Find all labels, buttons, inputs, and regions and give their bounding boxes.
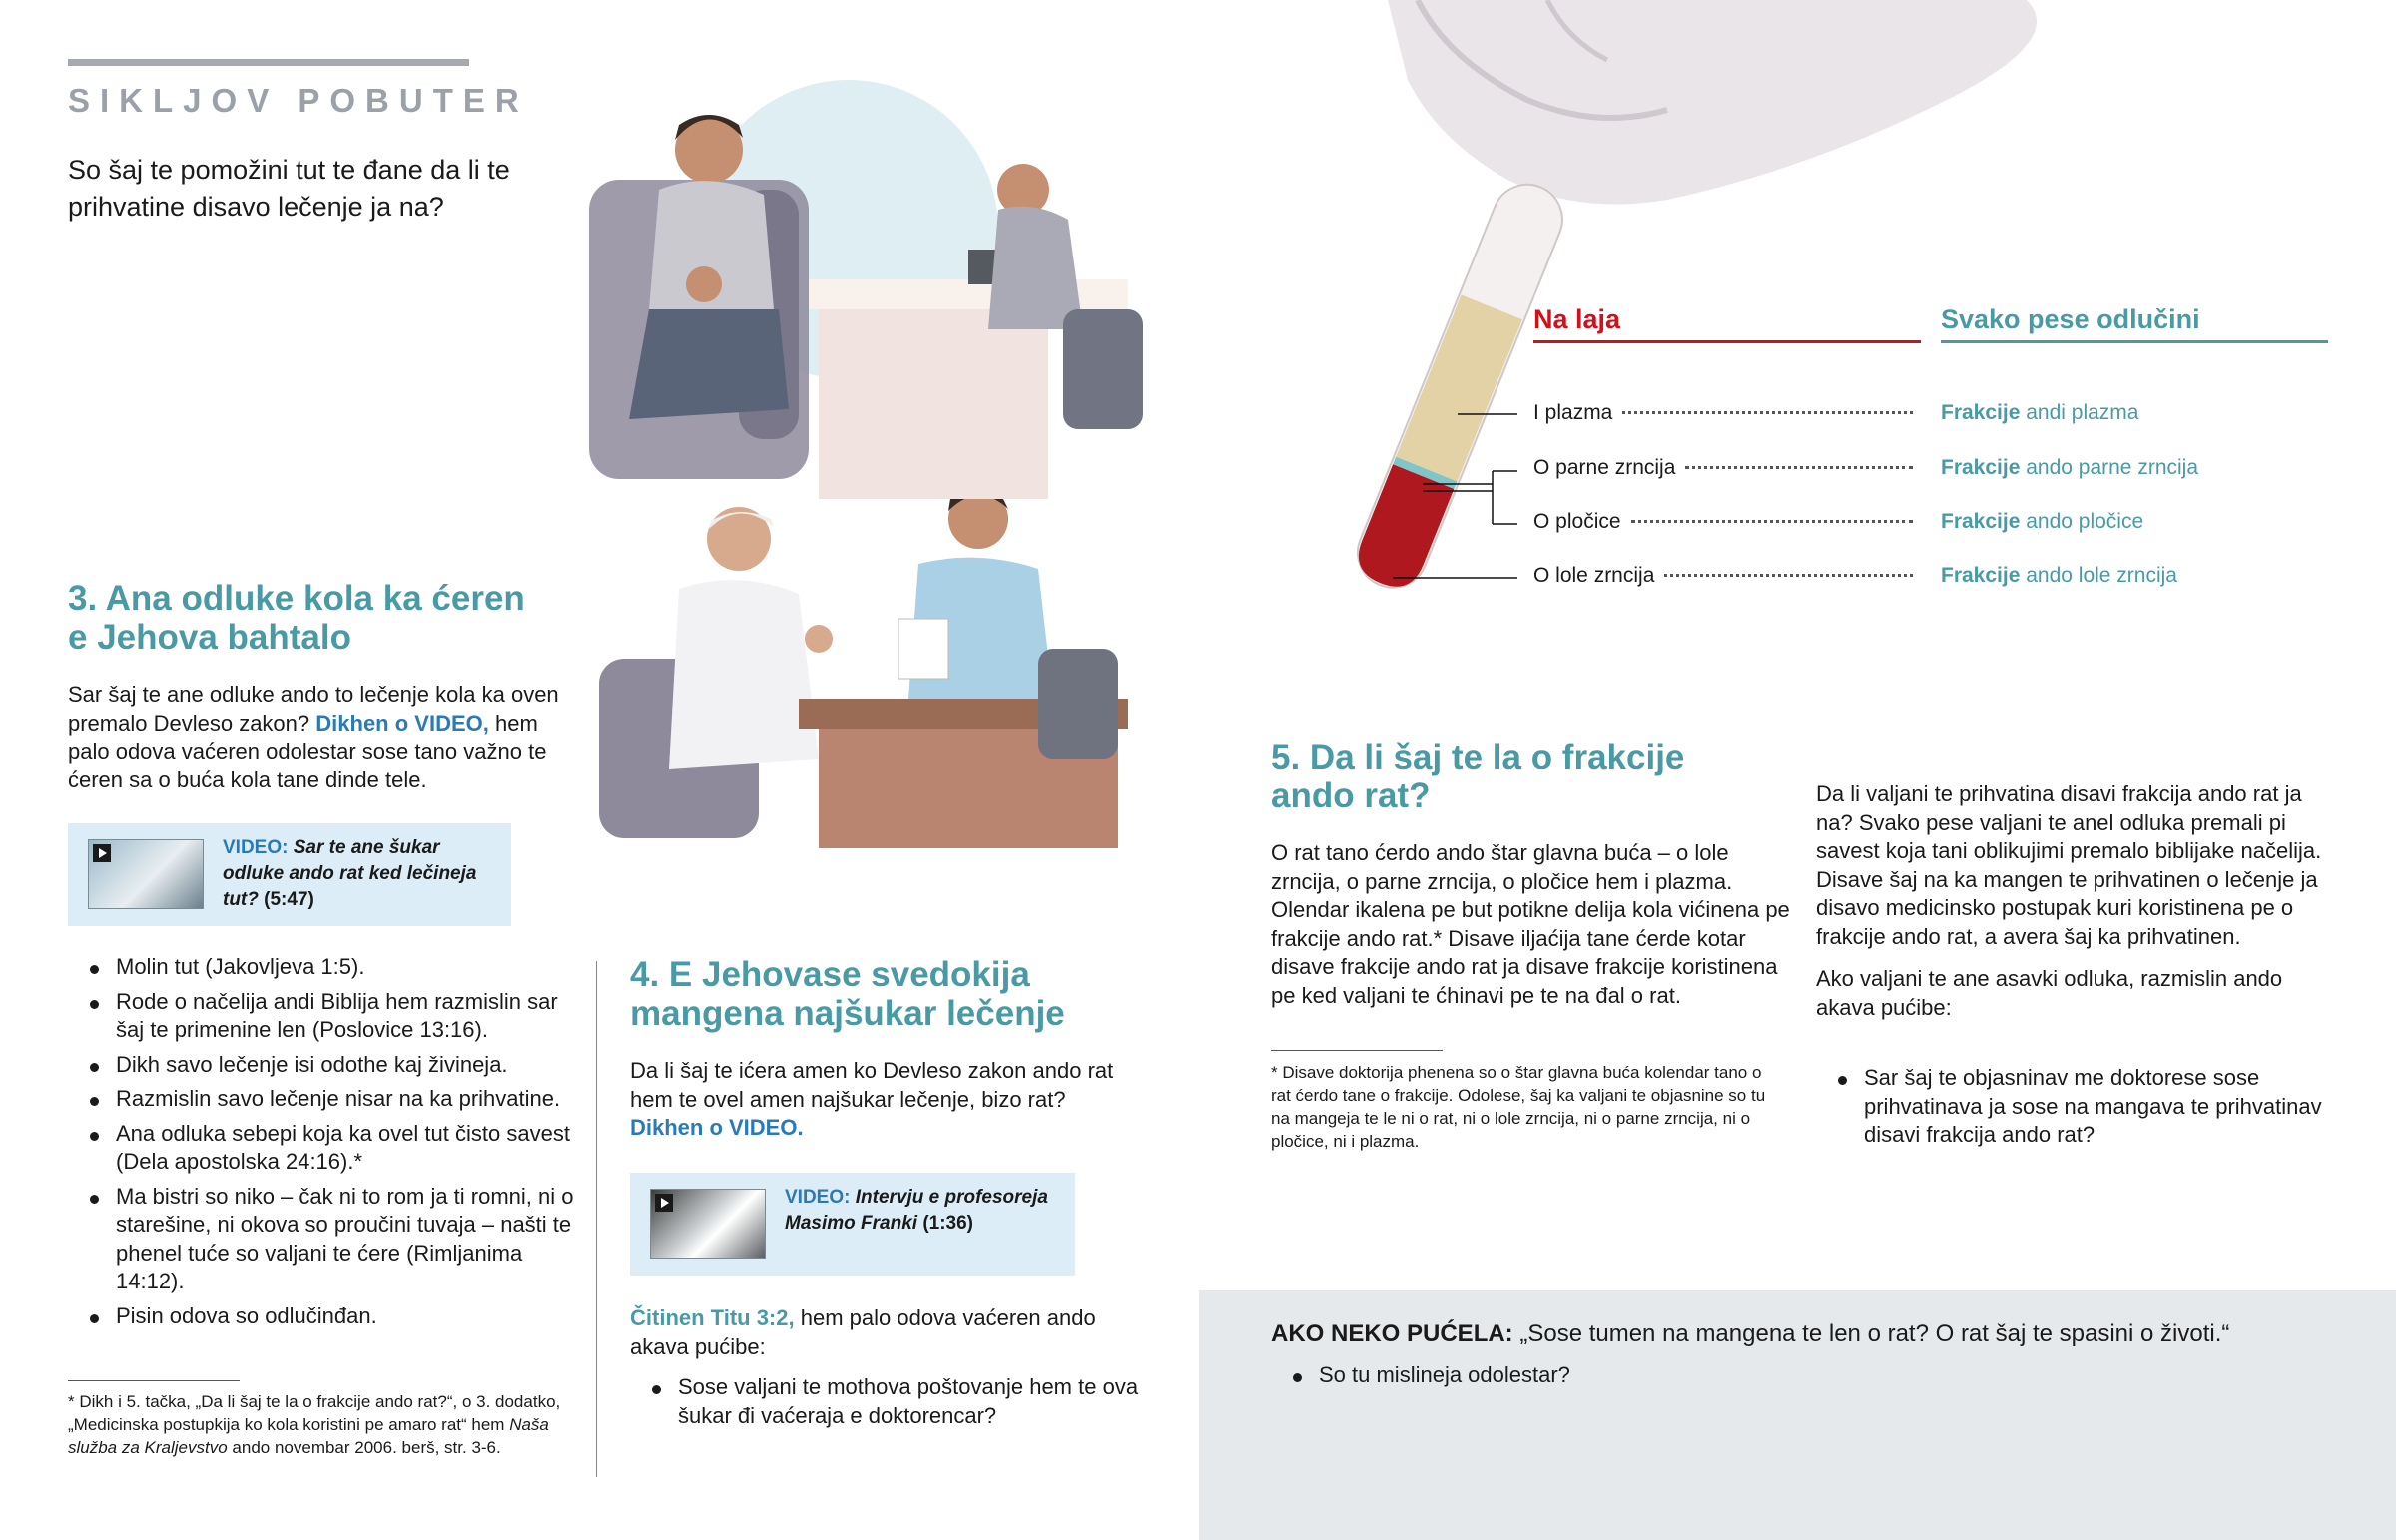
- fraction-row: Frakcije andi plazma: [1941, 401, 2139, 424]
- teal-underline: [1941, 340, 2328, 343]
- section-3-footnote: * Dikh i 5. tačka, „Da li šaj te la o frakcije ando rat?“, o 3. dodatko, „Medicinska postupkija ko kola koristini pe amaro rat“ hem Naša služba za Kraljevstvo ando novembar 2006. berš, str. 3-6.: [68, 1392, 561, 1457]
- video-caption: [785, 1185, 1064, 1237]
- play-icon: [655, 1194, 673, 1212]
- section-4-questions: [630, 1373, 1149, 1436]
- footnote-divider: [68, 1380, 240, 1381]
- watch-video-link[interactable]: Dikhen o VIDEO,: [315, 710, 489, 736]
- section-3-text: Sar šaj te ane odluke ando to lečenje kola ka oven premalo Devleso zakon?: [68, 682, 559, 736]
- video-duration: (5:47): [264, 889, 314, 910]
- top-rule: [68, 59, 469, 66]
- ask-panel-quote: „Sose tumen na mangena te len o rat? O rat šaj te spasini o životi.“: [1512, 1320, 2230, 1347]
- list-item: Ana odluka sebepi koja ka ovel tut čisto savest (Dela apostolska 24:16).*: [68, 1120, 587, 1177]
- ask-panel-prompt: [1271, 1317, 2349, 1351]
- video-label: VIDEO:: [785, 1187, 851, 1208]
- component-label: O pločice: [1533, 510, 1621, 533]
- red-underline: [1533, 340, 1921, 343]
- component-row: [1533, 564, 1913, 588]
- column-header-personal-decision: Svako pese odlučini: [1941, 304, 2200, 334]
- intro-question: So šaj te pomožini tut te đane da li te prihvatine disavo lečenje ja na?: [68, 155, 510, 222]
- ask-panel-questions: [1271, 1361, 2169, 1396]
- video-card-interview[interactable]: [630, 1173, 1075, 1276]
- section-5-questions: [1816, 1064, 2335, 1156]
- scripture-link[interactable]: Čitinen Titu 3:2,: [630, 1305, 795, 1330]
- video-duration: (1:36): [922, 1213, 974, 1234]
- component-row: [1533, 510, 1913, 534]
- fraction-row: Frakcije ando pločice: [1941, 510, 2144, 533]
- video-title[interactable]: Sar te ane šukar odluke ando rat ked lečineja tut?: [223, 837, 477, 910]
- section-5-paragraph: Ako valjani te ane asavki odluka, razmislin ando akava pućibe:: [1816, 966, 2283, 1020]
- component-label: O parne zrncija: [1533, 456, 1676, 479]
- section-3-checklist: [68, 953, 587, 1336]
- video-title[interactable]: Intervju e profesoreja Masimo Franki: [785, 1187, 1048, 1234]
- video-label: VIDEO:: [223, 837, 289, 858]
- scripture-reading: [630, 1304, 1139, 1361]
- dotted-leader: [1631, 520, 1913, 523]
- section-5-body: O rat tano ćerdo ando štar glavna buća – o lole zrncija, o parne zrncija, o pločice hem i plazma. Olendar ikalena pe but potikne delija kola vićinena pe frakcije ando rat.* Disave iljaćija tane ćerde kotar disave frakcije ando rat ja disave frakcije koristinena pe ked valjani te ćhinavi pe te na đal o rat.: [1271, 840, 1790, 1008]
- play-icon: [93, 844, 111, 862]
- dotted-leader: [1685, 466, 1913, 469]
- list-item: Razmislin savo lečenje nisar na ka prihvatine.: [68, 1085, 587, 1114]
- component-label: O lole zrncija: [1533, 564, 1655, 587]
- dotted-leader: [1664, 574, 1913, 577]
- footnote-divider: [1271, 1050, 1443, 1051]
- doctor-consultation-illustration: [599, 499, 1138, 848]
- dotted-leader: [1622, 411, 1913, 414]
- section-5-heading: 5. Da li šaj te la o frakcije ando rat?: [1271, 738, 1685, 815]
- list-item: Sar šaj te objasninav me doktorese sose prihvatinava ja sose na mangava te prihvatinav disavi frakcija ando rat?: [1816, 1064, 2335, 1150]
- section-3-text-after: hem palo odova vaćeren odolestar sose tano važno te ćeren sa o buća kola tane dinde tele.: [68, 710, 547, 792]
- list-item: Rode o načelija andi Biblija hem razmislin sar šaj te primenine len (Poslovice 13:16).: [68, 988, 587, 1045]
- list-item: Dikh savo lečenje isi odothe kaj živineja.: [68, 1051, 587, 1080]
- watch-video-link[interactable]: Dikhen o VIDEO.: [630, 1115, 804, 1140]
- section-3-heading: 3. Ana odluke kola ka ćeren e Jehova bahtalo: [68, 579, 525, 657]
- section-5-paragraph: Da li valjani te prihvatina disavi frakcija ando rat ja na? Svako pese valjani te anel odluka premali pi savest koja tani oblikujimi premalo biblijake načelija. Disave šaj na ka mangen te prihvatinen o lečenje ja disavo medicinsko postupak kuri koristinena pe o frakcije ando rat, a avera šaj ka prihvatinen.: [1816, 781, 2322, 949]
- column-divider: [596, 961, 597, 1477]
- section-4-heading: 4. E Jehovase svedokija mangena najšukar lečenje: [630, 955, 1065, 1033]
- component-row: [1533, 456, 1913, 480]
- section-4-text: Da li šaj te ićera amen ko Devleso zakon ando rat hem te ovel amen najšukar lečenje, bizo rat?: [630, 1058, 1114, 1112]
- list-item: So tu mislineja odolestar?: [1271, 1361, 2169, 1390]
- component-row: [1533, 401, 1913, 425]
- section-4-body: [630, 1057, 1139, 1143]
- list-item: Molin tut (Jakovljeva 1:5).: [68, 953, 587, 982]
- video-caption: [223, 835, 492, 913]
- list-item: Sose valjani te mothova poštovanje hem te ova šukar đi vaćeraja e doktorencar?: [630, 1373, 1149, 1430]
- column-header-do-not-accept: Na laja: [1533, 304, 1621, 334]
- list-item: Pisin odova so odlučinđan.: [68, 1302, 587, 1331]
- supertitle: SIKLJOV POBUTER: [68, 82, 529, 119]
- video-thumbnail[interactable]: [650, 1189, 766, 1259]
- section-5-right-column: [1816, 780, 2335, 1036]
- ask-panel-label: AKO NEKO PUĆELA:: [1271, 1320, 1513, 1347]
- waiting-patient-illustration: [589, 80, 1148, 499]
- video-card-informed-decisions[interactable]: [68, 823, 511, 926]
- scripture-text-after: hem palo odova vaćeren ando akava pućibe:: [630, 1305, 1096, 1359]
- list-item: Ma bistri so niko – čak ni to rom ja ti romni, ni o starešine, ni okova so proučini tuvaja – našti te phenel tuće so valjani te ćere (Rimljanima 14:12).: [68, 1183, 587, 1296]
- fraction-row: Frakcije ando lole zrncija: [1941, 564, 2177, 587]
- fraction-row: Frakcije ando parne zrncija: [1941, 456, 2199, 479]
- section-3-body: [68, 681, 567, 794]
- component-label: I plazma: [1533, 401, 1613, 424]
- section-5-footnote: * Disave doktorija phenena so o štar glavna buća kolendar tano o rat ćerdo tane o frakcije. Odolese, šaj ka valjani te objasnine so tu na mangeja te le ni o rat, ni o lole zrncija, ni o parne zrncija, ni o pločice, ni i plazma.: [1271, 1063, 1766, 1151]
- video-thumbnail[interactable]: [88, 839, 204, 909]
